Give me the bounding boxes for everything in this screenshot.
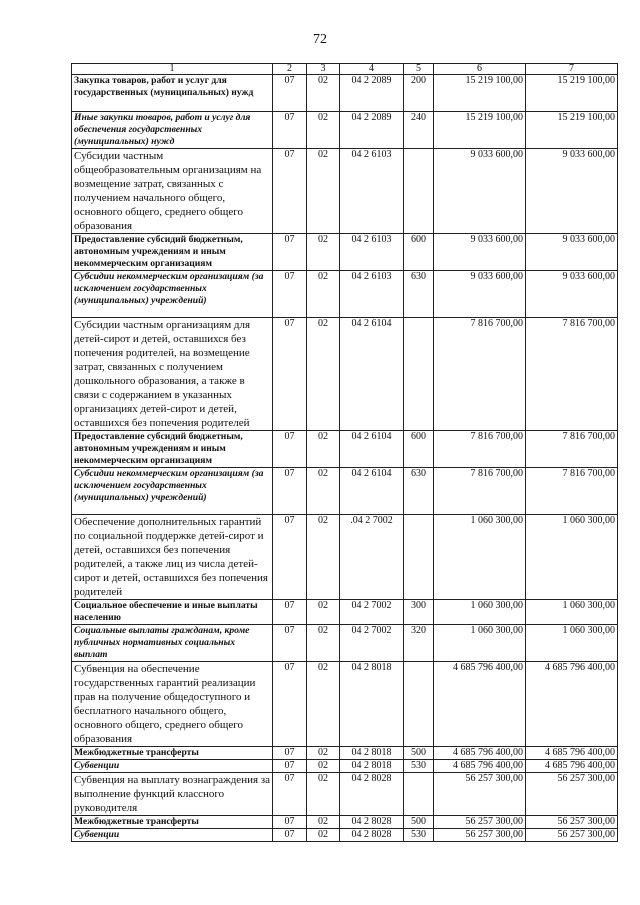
section-code-cell: 07	[273, 112, 307, 149]
subsection-code-cell: 02	[307, 112, 340, 149]
row-name-cell: Субсидии частным общеобразовательным организациям на возмещение затрат, связанных с получением начального общего, основного общего, среднего общего образования	[72, 149, 273, 234]
header-cell: 5	[404, 64, 434, 75]
row-name-cell: Предоставление субсидий бюджетным, автономным учреждениям и иным некоммерческим организациям	[72, 431, 273, 468]
expense-type-cell	[404, 149, 434, 234]
amount-cell: 15 219 100,00	[526, 75, 618, 112]
table-header-row	[72, 64, 618, 75]
subsection-code-cell: 02	[307, 149, 340, 234]
target-article-cell: 04 2 8028	[340, 829, 404, 842]
header-cell: 3	[307, 64, 340, 75]
target-article-cell: 04 2 6104	[340, 318, 404, 431]
section-code-cell: 07	[273, 760, 307, 773]
section-code-cell: 07	[273, 75, 307, 112]
amount-cell: 9 033 600,00	[526, 149, 618, 234]
amount-cell: 1 060 300,00	[526, 625, 618, 662]
expense-type-cell: 320	[404, 625, 434, 662]
section-code-cell: 07	[273, 431, 307, 468]
table-row	[72, 816, 618, 829]
section-code-cell: 07	[273, 149, 307, 234]
expense-type-cell	[404, 515, 434, 600]
target-article-cell: 04 2 6103	[340, 234, 404, 271]
header-cell: 6	[434, 64, 526, 75]
subsection-code-cell: 02	[307, 747, 340, 760]
target-article-cell: 04 2 8018	[340, 760, 404, 773]
target-article-cell: .04 2 7002	[340, 515, 404, 600]
amount-cell: 56 257 300,00	[526, 773, 618, 816]
amount-cell: 7 816 700,00	[434, 468, 526, 515]
amount-cell: 9 033 600,00	[434, 234, 526, 271]
amount-cell: 56 257 300,00	[434, 816, 526, 829]
subsection-code-cell: 02	[307, 625, 340, 662]
expense-type-cell: 530	[404, 760, 434, 773]
amount-cell: 9 033 600,00	[526, 271, 618, 318]
amount-cell: 7 816 700,00	[434, 318, 526, 431]
header-cell: 7	[526, 64, 618, 75]
expense-type-cell: 630	[404, 271, 434, 318]
table-row	[72, 271, 618, 318]
amount-cell: 56 257 300,00	[526, 816, 618, 829]
amount-cell: 56 257 300,00	[526, 829, 618, 842]
table-row	[72, 600, 618, 625]
target-article-cell: 04 2 7002	[340, 625, 404, 662]
expense-type-cell: 500	[404, 747, 434, 760]
subsection-code-cell: 02	[307, 271, 340, 318]
target-article-cell: 04 2 8018	[340, 747, 404, 760]
table-row	[72, 234, 618, 271]
amount-cell: 1 060 300,00	[526, 515, 618, 600]
subsection-code-cell: 02	[307, 600, 340, 625]
amount-cell: 9 033 600,00	[434, 149, 526, 234]
section-code-cell: 07	[273, 747, 307, 760]
row-name-cell: Закупка товаров, работ и услуг для государственных (муниципальных) нужд	[72, 75, 273, 112]
subsection-code-cell: 02	[307, 773, 340, 816]
section-code-cell: 07	[273, 625, 307, 662]
subsection-code-cell: 02	[307, 234, 340, 271]
row-name-cell: Субсидии некоммерческим организациям (за исключением государственных (муниципальных) учреждений)	[72, 271, 273, 318]
table-row	[72, 773, 618, 816]
amount-cell: 4 685 796 400,00	[526, 760, 618, 773]
amount-cell: 7 816 700,00	[526, 318, 618, 431]
amount-cell: 7 816 700,00	[434, 431, 526, 468]
section-code-cell: 07	[273, 816, 307, 829]
row-name-cell: Субвенция на обеспечение государственных гарантий реализации прав на получение общедоступного и бесплатного начального общего, основного общего, среднего общего образования	[72, 662, 273, 747]
row-name-cell: Социальные выплаты гражданам, кроме публичных нормативных социальных выплат	[72, 625, 273, 662]
row-name-cell: Межбюджетные трансферты	[72, 747, 273, 760]
amount-cell: 15 219 100,00	[526, 112, 618, 149]
amount-cell: 4 685 796 400,00	[526, 662, 618, 747]
expense-type-cell: 200	[404, 75, 434, 112]
table-row	[72, 625, 618, 662]
section-code-cell: 07	[273, 318, 307, 431]
table-row	[72, 75, 618, 112]
section-code-cell: 07	[273, 662, 307, 747]
amount-cell: 9 033 600,00	[434, 271, 526, 318]
subsection-code-cell: 02	[307, 431, 340, 468]
subsection-code-cell: 02	[307, 318, 340, 431]
table-row	[72, 468, 618, 515]
table-row	[72, 662, 618, 747]
amount-cell: 7 816 700,00	[526, 431, 618, 468]
amount-cell: 1 060 300,00	[434, 600, 526, 625]
subsection-code-cell: 02	[307, 75, 340, 112]
section-code-cell: 07	[273, 468, 307, 515]
amount-cell: 4 685 796 400,00	[434, 662, 526, 747]
expense-type-cell	[404, 773, 434, 816]
subsection-code-cell: 02	[307, 829, 340, 842]
target-article-cell: 04 2 8028	[340, 816, 404, 829]
row-name-cell: Субвенция на выплату вознаграждения за выполнение функций классного руководителя	[72, 773, 273, 816]
row-name-cell: Социальное обеспечение и иные выплаты населению	[72, 600, 273, 625]
section-code-cell: 07	[273, 773, 307, 816]
table-row	[72, 829, 618, 842]
section-code-cell: 07	[273, 234, 307, 271]
expense-type-cell	[404, 662, 434, 747]
table-row	[72, 515, 618, 600]
expense-type-cell: 600	[404, 234, 434, 271]
row-name-cell: Субсидии некоммерческим организациям (за исключением государственных (муниципальных) учреждений)	[72, 468, 273, 515]
amount-cell: 56 257 300,00	[434, 773, 526, 816]
subsection-code-cell: 02	[307, 816, 340, 829]
target-article-cell: 04 2 8028	[340, 773, 404, 816]
subsection-code-cell: 02	[307, 662, 340, 747]
expense-type-cell: 530	[404, 829, 434, 842]
amount-cell: 7 816 700,00	[526, 468, 618, 515]
row-name-cell: Обеспечение дополнительных гарантий по социальной поддержке детей-сирот и детей, оставшихся без попечения родителей, а также лиц из числа детей-сирот и детей, оставшихся без попечения родителей	[72, 515, 273, 600]
amount-cell: 9 033 600,00	[526, 234, 618, 271]
table-row	[72, 112, 618, 149]
target-article-cell: 04 2 2089	[340, 75, 404, 112]
amount-cell: 1 060 300,00	[526, 600, 618, 625]
amount-cell: 56 257 300,00	[434, 829, 526, 842]
amount-cell: 4 685 796 400,00	[526, 747, 618, 760]
amount-cell: 1 060 300,00	[434, 625, 526, 662]
header-cell: 4	[340, 64, 404, 75]
target-article-cell: 04 2 6104	[340, 468, 404, 515]
target-article-cell: 04 2 7002	[340, 600, 404, 625]
target-article-cell: 04 2 6103	[340, 149, 404, 234]
expense-type-cell	[404, 318, 434, 431]
expense-type-cell: 600	[404, 431, 434, 468]
expense-type-cell: 500	[404, 816, 434, 829]
subsection-code-cell: 02	[307, 760, 340, 773]
subsection-code-cell: 02	[307, 515, 340, 600]
section-code-cell: 07	[273, 829, 307, 842]
budget-table	[71, 63, 618, 842]
section-code-cell: 07	[273, 600, 307, 625]
amount-cell: 1 060 300,00	[434, 515, 526, 600]
table-row	[72, 318, 618, 431]
header-cell: 2	[273, 64, 307, 75]
table-row	[72, 431, 618, 468]
amount-cell: 4 685 796 400,00	[434, 747, 526, 760]
expense-type-cell: 300	[404, 600, 434, 625]
header-cell: 1	[72, 64, 273, 75]
page-number: 72	[313, 32, 327, 47]
table-row	[72, 760, 618, 773]
expense-type-cell: 240	[404, 112, 434, 149]
row-name-cell: Субсидии частным организациям для детей-сирот и детей, оставшихся без попечения родителей, на возмещение затрат, связанных с получением дошкольного образования, а также в связи с содержанием в указанных организациях детей-сирот и детей, оставшихся без попечения родителей	[72, 318, 273, 431]
amount-cell: 15 219 100,00	[434, 112, 526, 149]
target-article-cell: 04 2 2089	[340, 112, 404, 149]
target-article-cell: 04 2 8018	[340, 662, 404, 747]
section-code-cell: 07	[273, 515, 307, 600]
section-code-cell: 07	[273, 271, 307, 318]
table-row	[72, 747, 618, 760]
expense-type-cell: 630	[404, 468, 434, 515]
amount-cell: 15 219 100,00	[434, 75, 526, 112]
row-name-cell: Субвенции	[72, 829, 273, 842]
subsection-code-cell: 02	[307, 468, 340, 515]
row-name-cell: Субвенции	[72, 760, 273, 773]
row-name-cell: Иные закупки товаров, работ и услуг для обеспечения государственных (муниципальных) нужд	[72, 112, 273, 149]
table-row	[72, 149, 618, 234]
target-article-cell: 04 2 6103	[340, 271, 404, 318]
target-article-cell: 04 2 6104	[340, 431, 404, 468]
amount-cell: 4 685 796 400,00	[434, 760, 526, 773]
row-name-cell: Межбюджетные трансферты	[72, 816, 273, 829]
row-name-cell: Предоставление субсидий бюджетным, автономным учреждениям и иным некоммерческим организациям	[72, 234, 273, 271]
